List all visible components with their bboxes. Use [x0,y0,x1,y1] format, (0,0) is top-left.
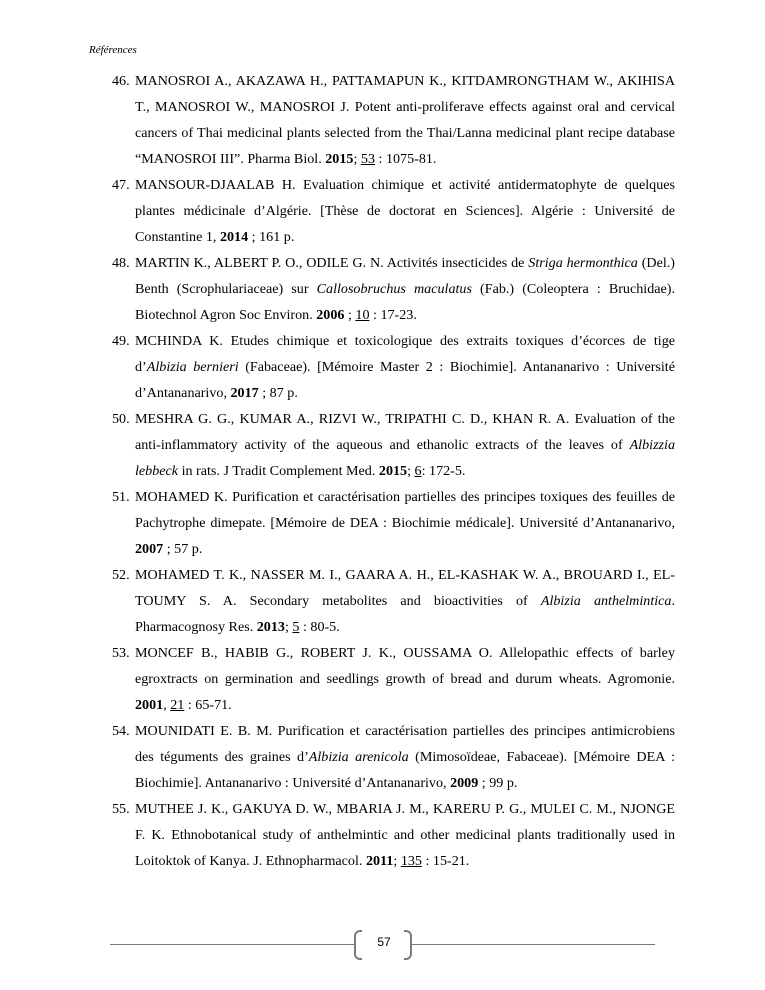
reference-text: MOHAMED K. Purification et caractérisation partielles des principes toxiques des feuilles de Pachytrophe dimepate. [Mémoire de DEA : Biochimie médicale]. Université d’Antananarivo, [135,489,675,531]
reference-entry [112,484,675,562]
reference-text: MANSOUR-DJAALAB H. Evaluation chimique et activité antidermatophyte de quelques plantes médicinale d’Algérie. [Thèse de doctorat en Sciences]. Algérie : Université de Constantine 1, [135,177,675,245]
reference-year: 2006 [316,307,345,323]
reference-text: MCHINDA K. Etudes chimique et toxicologique des extraits toxiques d’écorces de tige d’ [135,333,675,375]
reference-text: ; [353,151,361,167]
page-number: 57 [377,935,391,949]
footer-rule-right [412,944,655,945]
reference-entry [112,250,675,328]
reference-number: 54. [112,723,130,739]
reference-text: : 65-71. [184,697,232,713]
reference-number: 55. [112,801,130,817]
reference-volume: 21 [170,697,185,713]
reference-text: (Fabaceae). [Mémoire Master 2 : Biochimie]. Antananarivo : Université d’Antananarivo, [135,359,675,401]
reference-text: (Fab.) (Coleoptera : Bruchidae). Biotechnol Agron Soc Environ. [135,281,675,323]
footer-rule-left [110,944,355,945]
footer-bracket-left [354,930,362,960]
reference-volume: 6 [414,463,422,479]
reference-year: 2017 [230,385,259,401]
reference-text: ; 87 p. [258,385,298,401]
reference-text: : 80-5. [299,619,340,635]
reference-year: 2015 [378,463,408,479]
reference-entry [112,640,675,718]
reference-text: ; [284,619,293,635]
reference-year: 2011 [365,853,394,869]
reference-text: ; [344,307,356,323]
reference-number: 53. [112,645,130,661]
reference-text: MOHAMED T. K., NASSER M. I., GAARA A. H., EL-KASHAK W. A., BROUARD I., EL-TOUMY S. A. Secondary metabolites and bioactivities of [135,567,675,609]
running-header: Références [89,44,137,56]
reference-entry [112,562,675,640]
reference-text: . Pharmacognosy Res. [135,593,675,635]
reference-number: 49. [112,333,130,349]
species-name: Albizia bernieri [146,359,239,375]
reference-text: : 17-23. [369,307,417,323]
reference-number: 52. [112,567,130,583]
reference-entry [112,172,675,250]
reference-text: ; [393,853,401,869]
reference-entry [112,796,675,874]
reference-text: MESHRA G. G., KUMAR A., RIZVI W., TRIPATHI C. D., KHAN R. A. Evaluation of the anti-inflammatory activity of the aqueous and ethanolic extracts of the leaves of [135,411,675,453]
reference-number: 48. [112,255,130,271]
reference-text: (Mimosoïdeae, Fabaceae). [Mémoire DEA : Biochimie]. Antananarivo : Université d’Antananarivo, [135,749,675,791]
reference-text: , [163,697,171,713]
reference-volume: 53 [360,151,375,167]
reference-text: MOUNIDATI E. B. M. Purification et caractérisation partielles des principes antimicrobiens des téguments des graines d’ [135,723,675,765]
reference-text: : 15-21. [421,853,470,869]
reference-number: 50. [112,411,130,427]
reference-year: 2015 [325,151,354,167]
reference-text: ; 99 p. [478,775,518,791]
reference-number: 46. [112,73,130,89]
reference-text: ; 161 p. [248,229,295,245]
species-name: Albizia arenicola [308,749,409,765]
reference-text: in rats. J Tradit Complement Med. [178,463,379,479]
reference-text: MONCEF B., HABIB G., ROBERT J. K., OUSSAMA O. Allelopathic effects of barley egroxtracts on germination and seedlings growth of bread and durum wheats. Agromonie. [135,645,675,687]
reference-entry [112,406,675,484]
reference-volume: 5 [292,619,300,635]
reference-text: MARTIN K., ALBERT P. O., ODILE G. N. Activités insecticides de [135,255,529,271]
reference-year: 2001 [135,697,164,713]
reference-entry [112,718,675,796]
species-name: Callosobruchus maculatus [316,281,472,297]
reference-text: MUTHEE J. K., GAKUYA D. W., MBARIA J. M., KARERU P. G., MULEI C. M., NJONGE F. K. Ethnobotanical study of anthelmintic and other medicinal plants traditionally used in Loitoktok of Kanya. J. Ethnopharmacol. [135,801,675,869]
reference-year: 2009 [450,775,479,791]
reference-year: 2013 [256,619,285,635]
species-name: Albizia anthelmintica [540,593,672,609]
reference-text: MANOSROI A., AKAZAWA H., PATTAMAPUN K., KITDAMRONGTHAM W., AKIHISA T., MANOSROI W., MANOSROI J. Potent anti-proliferave effects against oral and cervical cancers of Thai medicinal plants selected from the Thai/Lanna medicinal plant recipe database “MANOSROI III”. Pharma Biol. [135,73,675,167]
reference-text: : 172-5. [421,463,466,479]
reference-list [112,68,675,874]
reference-entry [112,328,675,406]
reference-text: : 1075-81. [374,151,437,167]
reference-number: 51. [112,489,130,505]
species-name: Albizzia lebbeck [135,437,675,479]
reference-year: 2007 [135,541,164,557]
reference-number: 47. [112,177,130,193]
reference-text: ; 57 p. [163,541,203,557]
reference-entry [112,68,675,172]
reference-year: 2014 [219,229,249,245]
reference-volume: 135 [400,853,422,869]
species-name: Striga hermonthica [528,255,638,271]
page-footer [110,930,655,960]
reference-text: (Del.) Benth (Scrophulariaceae) sur [135,255,675,297]
reference-volume: 10 [355,307,370,323]
reference-text: ; [407,463,415,479]
footer-bracket-right [404,930,412,960]
